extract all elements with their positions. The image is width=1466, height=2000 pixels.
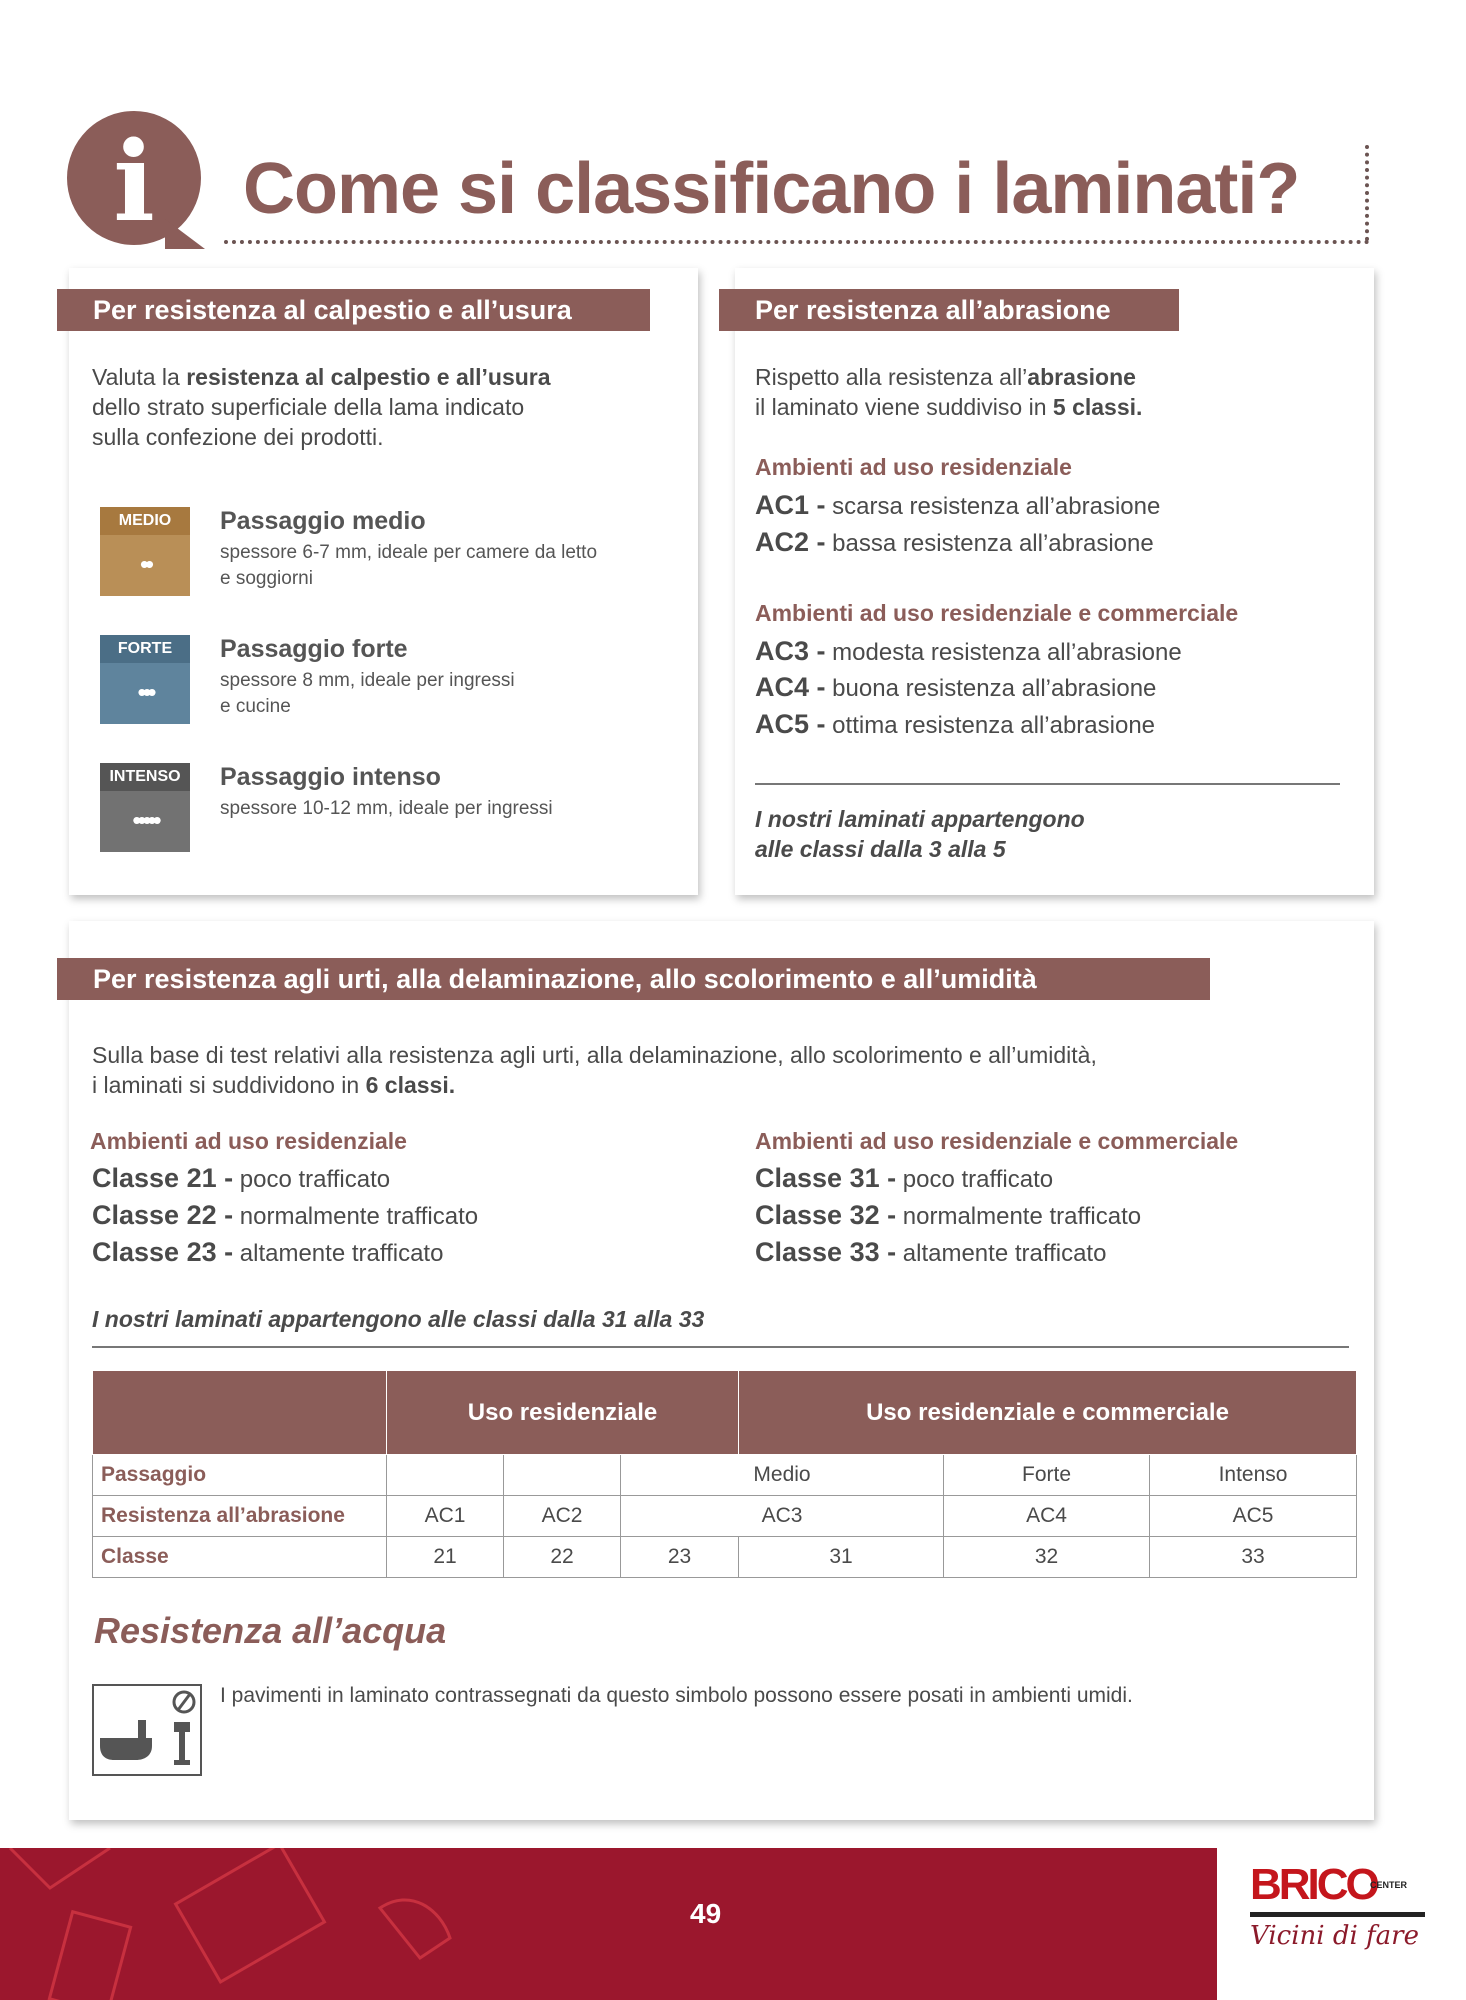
group-residenziale-commerciale: Ambienti ad uso residenziale e commerciale — [755, 600, 1239, 626]
section-heading-urti: Per resistenza agli urti, alla delaminazione, allo scolorimento e all’umidità — [57, 958, 1210, 1000]
abrasione-intro: Rispetto alla resistenza all’abrasione il laminato viene suddiviso in 5 classi. — [755, 364, 1143, 420]
badge-forte: FORTE ••• — [100, 635, 190, 724]
brico-logo: BRICO CENTER Vicini di fare — [1250, 1862, 1425, 1951]
item-title: Passaggio medio — [220, 507, 426, 535]
abrasione-note: I nostri laminati appartengono alle classi dalla 3 alla 5 — [755, 806, 1085, 862]
classe-line: Classe 22 - normalmente trafficato — [92, 1200, 479, 1230]
title-divider — [224, 240, 1370, 244]
classe-line: Classe 21 - poco trafficato — [92, 1163, 391, 1193]
ac1-line: AC1 - scarsa resistenza all’abrasione — [755, 490, 1161, 520]
page-title: Come si classificano i laminati? — [243, 149, 1300, 229]
badge-intenso: INTENSO ••••• — [100, 763, 190, 852]
urti-intro: Sulla base di test relativi alla resistenza agli urti, alla delaminazione, allo scolorimento e all’umidità, i laminati si suddividono in 6 classi. — [92, 1042, 1097, 1098]
info-icon: i — [67, 111, 201, 245]
item-title: Passaggio intenso — [220, 763, 441, 791]
title-divider-vertical — [1365, 145, 1369, 241]
ac2-line: AC2 - bassa resistenza all’abrasione — [755, 527, 1154, 557]
page-number: 49 — [690, 1898, 722, 1929]
table-row: Resistenza all’abrasione AC1 AC2 AC3 AC4 AC5 — [93, 1496, 1357, 1537]
item-desc: spessore 6-7 mm, ideale per camere da letto e soggiorni — [220, 542, 598, 589]
ac4-line: AC4 - buona resistenza all’abrasione — [755, 672, 1157, 702]
classe-line: Classe 23 - altamente trafficato — [92, 1237, 444, 1267]
bathroom-icon — [92, 1684, 202, 1776]
classe-line: Classe 33 - altamente trafficato — [755, 1237, 1107, 1267]
ac5-line: AC5 - ottima resistenza all’abrasione — [755, 709, 1156, 739]
divider — [755, 783, 1340, 785]
water-text: I pavimenti in laminato contrassegnati da questo simbolo possono essere posati in ambienti umidi. — [220, 1684, 1133, 1707]
classe-line: Classe 31 - poco trafficato — [755, 1163, 1054, 1193]
table-row: Passaggio Medio Forte Intenso — [93, 1455, 1357, 1496]
item-title: Passaggio forte — [220, 635, 408, 663]
item-desc: spessore 8 mm, ideale per ingressi e cucine — [220, 670, 515, 717]
people-icon: •• — [139, 549, 151, 579]
badge-medio: MEDIO •• — [100, 507, 190, 596]
classe-line: Classe 32 - normalmente trafficato — [755, 1200, 1142, 1230]
section-heading-abrasione: Per resistenza all’abrasione — [719, 289, 1179, 331]
urti-note: I nostri laminati appartengono alle classi dalla 31 alla 33 — [92, 1306, 705, 1332]
urti-right-title: Ambienti ad uso residenziale e commerciale — [755, 1128, 1239, 1154]
footer-band — [0, 1848, 1217, 2000]
people-icon: ••• — [137, 677, 153, 707]
ac3-line: AC3 - modesta resistenza all’abrasione — [755, 636, 1182, 666]
section-heading-calpestio: Per resistenza al calpestio e all’usura — [57, 289, 650, 331]
urti-left-title: Ambienti ad uso residenziale — [90, 1128, 407, 1154]
water-title: Resistenza all’acqua — [94, 1610, 447, 1651]
people-icon: ••••• — [132, 805, 158, 835]
calpestio-intro: Valuta la resistenza al calpestio e all’usura dello strato superficiale della lama indicato sulla confezione dei prodotti. — [92, 364, 551, 450]
divider — [92, 1346, 1349, 1348]
tools-pattern-icon — [0, 1848, 700, 2000]
classification-table: Uso residenziale Uso residenziale e commerciale Passaggio Medio Forte Intenso Resistenza all’abrasione AC1 AC2 AC3 AC4 AC5 Classe 21 22 23 31 32 33 — [92, 1370, 1357, 1578]
table-row: Classe 21 22 23 31 32 33 — [93, 1537, 1357, 1578]
item-desc: spessore 10-12 mm, ideale per ingressi — [220, 798, 553, 819]
group-residenziale: Ambienti ad uso residenziale — [755, 454, 1072, 480]
